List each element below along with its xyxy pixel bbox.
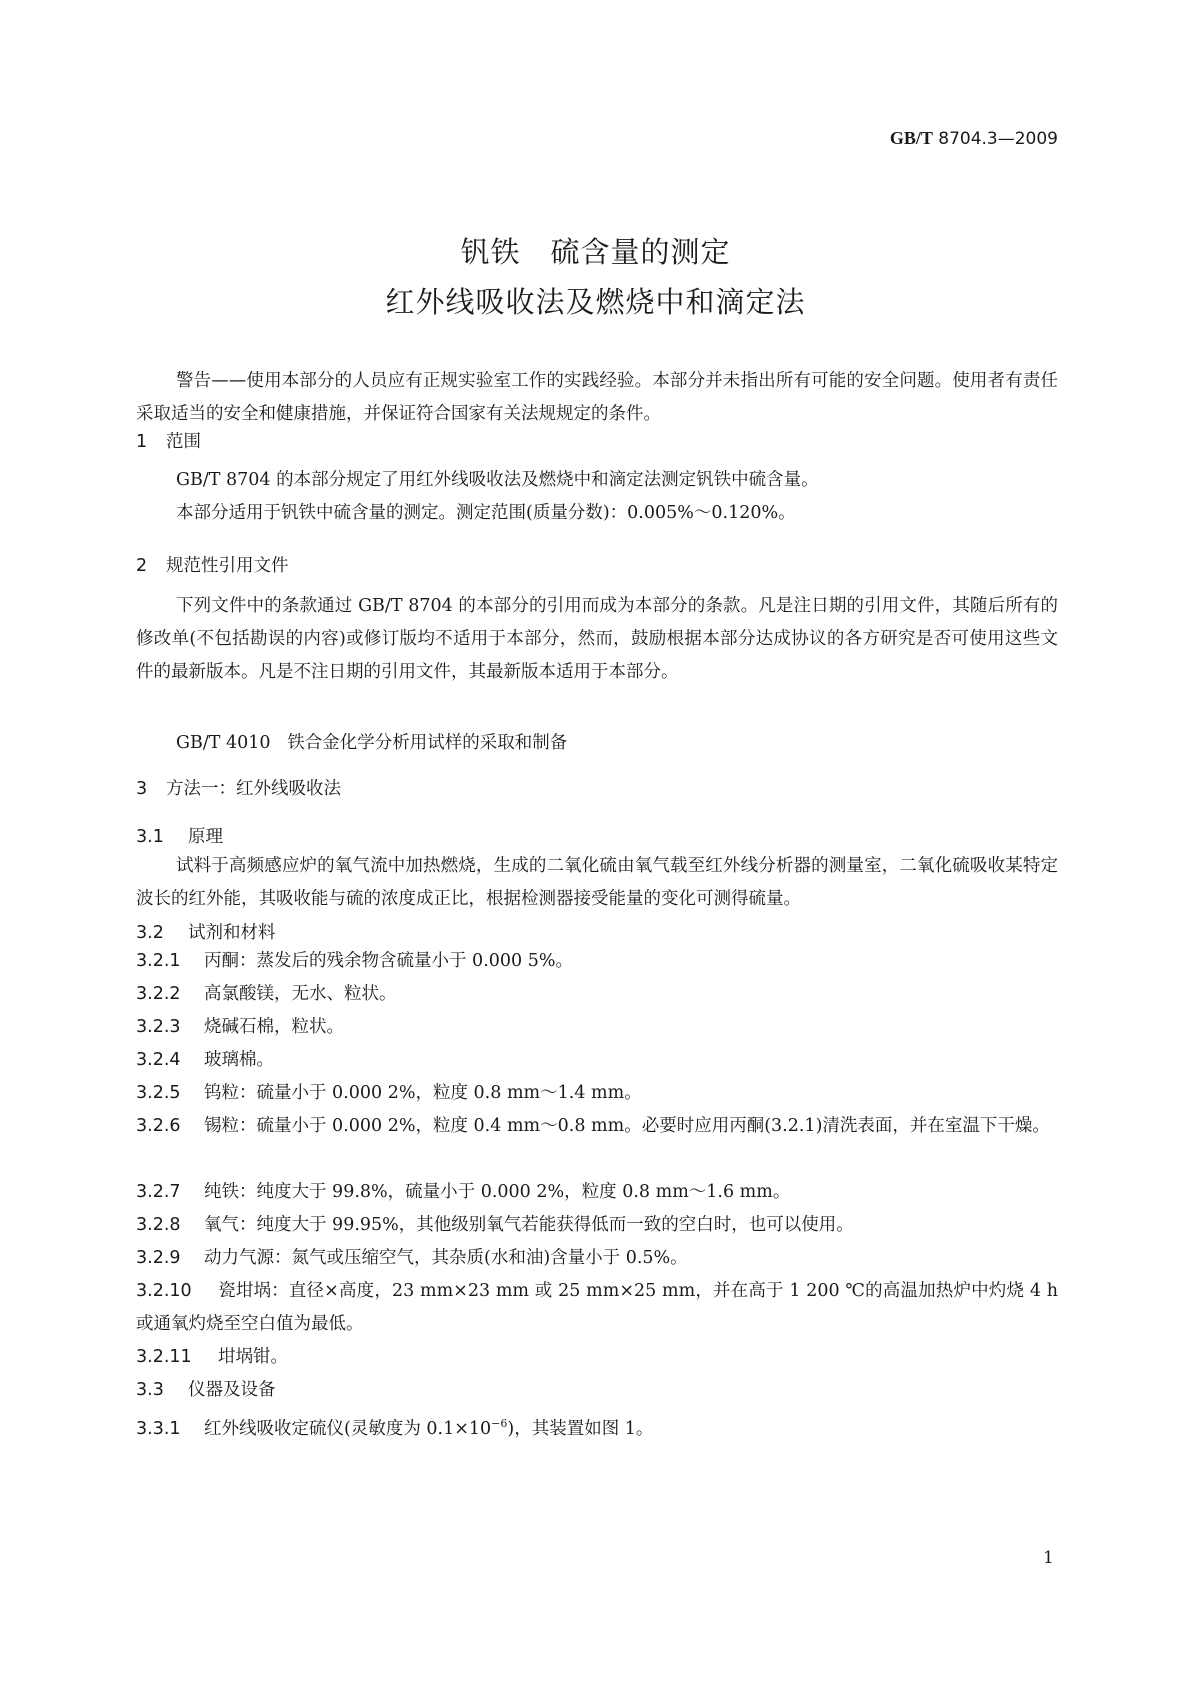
section-1-number: 1	[136, 432, 148, 452]
section-1-title: 范围	[166, 432, 201, 452]
subsection-3-1-number: 3.1	[136, 827, 164, 847]
section-3-heading	[136, 775, 341, 800]
subsection-3-3-heading	[136, 1374, 276, 1407]
subsection-3-2-heading	[136, 919, 276, 944]
item-number: 3.2.6	[136, 1116, 181, 1136]
list-item	[136, 1242, 1058, 1275]
list-item	[136, 1011, 1058, 1044]
subsection-3-1-title: 原理	[188, 827, 223, 847]
scope-paragraph-1: GB/T 8704 的本部分规定了用红外线吸收法及燃烧中和滴定法测定钒铁中硫含量。	[176, 470, 819, 490]
standard-header	[0, 128, 1058, 149]
subsection-3-2-number: 3.2	[136, 923, 164, 943]
item-number: 3.2.4	[136, 1050, 181, 1070]
item-number: 3.2.5	[136, 1083, 181, 1103]
reference-title: 铁合金化学分析用试样的采取和制备	[287, 733, 568, 753]
item-number: 3.2.3	[136, 1017, 181, 1037]
subsection-3-2-title: 试剂和材料	[188, 923, 276, 943]
section-1-heading	[136, 428, 201, 453]
item-text: 氧气：纯度大于 99.95%，其他级别氧气若能获得低而一致的空白时，也可以使用。	[204, 1215, 854, 1235]
item-text: 丙酮：蒸发后的残余物含硫量小于 0.000 5%。	[204, 951, 573, 971]
section-2-number: 2	[136, 556, 148, 576]
standard-prefix: GB/T	[889, 128, 933, 148]
item-text-after: )，其装置如图 1。	[507, 1418, 654, 1439]
item-text: 烧碱石棉，粒状。	[204, 1017, 344, 1037]
item-number: 3.2.2	[136, 984, 181, 1004]
exponent: −6	[491, 1417, 508, 1430]
section-2-heading	[136, 552, 289, 577]
subsection-3-1-heading	[136, 823, 223, 848]
item-text: 坩埚钳。	[218, 1347, 288, 1367]
reference-code: GB/T 4010	[176, 733, 271, 753]
item-text: 高氯酸镁，无水、粒状。	[204, 984, 397, 1004]
subsection-3-3-number: 3.3	[136, 1380, 164, 1400]
list-item	[136, 1176, 1058, 1209]
list-item	[136, 978, 1058, 1011]
list-item	[136, 1077, 1058, 1110]
section-3-title: 方法一：红外线吸收法	[166, 779, 341, 799]
list-item	[136, 1275, 1058, 1341]
scope-paragraph-2: 本部分适用于钒铁中硫含量的测定。测定范围(质量分数)：0.005%～0.120%。	[176, 503, 796, 523]
item-number: 3.2.8	[136, 1215, 181, 1235]
list-item	[136, 1110, 1058, 1143]
item-number: 3.3.1	[136, 1418, 181, 1439]
item-number: 3.2.11	[136, 1347, 192, 1367]
section-2-title: 规范性引用文件	[166, 556, 289, 576]
item-text: 玻璃棉。	[204, 1050, 274, 1070]
normative-references-paragraph: 下列文件中的条款通过 GB/T 8704 的本部分的引用而成为本部分的条款。凡是注日期的引用文件，其随后所有的修改单(不包括勘误的内容)或修订版均不适用于本部分，然而，鼓励根据本部分达成协议的各方研究是否可使用这些文件的最新版本。凡是不注日期的引用文件，其最新版本适用于本部分。	[136, 596, 1058, 682]
title-line-2: 红外线吸收法及燃烧中和滴定法	[385, 285, 806, 319]
page-number: 1	[1043, 1548, 1054, 1568]
item-text: 钨粒：硫量小于 0.000 2%，粒度 0.8 mm～1.4 mm。	[204, 1083, 642, 1103]
list-item	[136, 945, 1058, 978]
reference-entry	[176, 727, 567, 760]
item-text-before: 红外线吸收定硫仪(灵敏度为 0.1×10	[204, 1418, 492, 1439]
list-item	[136, 1209, 1058, 1242]
title-line-1: 钒铁 硫含量的测定	[460, 235, 731, 269]
item-number: 3.2.7	[136, 1182, 181, 1202]
list-item	[136, 1044, 1058, 1077]
item-number: 3.2.9	[136, 1248, 181, 1268]
standard-number: 8704.3—2009	[938, 129, 1058, 149]
item-text: 瓷坩埚：直径×高度，23 mm×23 mm 或 25 mm×25 mm，并在高于 1 200 ℃的高温加热炉中灼烧 4 h 或通氧灼烧至空白值为最低。	[136, 1281, 1058, 1334]
item-text: 动力气源：氮气或压缩空气，其杂质(水和油)含量小于 0.5%。	[204, 1248, 688, 1268]
item-text: 锡粒：硫量小于 0.000 2%，粒度 0.4 mm～0.8 mm。必要时应用丙酮(3.2.1)清洗表面，并在室温下干燥。	[204, 1116, 1050, 1136]
subsection-3-3-title: 仪器及设备	[188, 1380, 276, 1400]
item-number: 3.2.10	[136, 1281, 192, 1301]
list-item-3-3-1	[136, 1407, 1058, 1446]
item-text: 纯铁：纯度大于 99.8%，硫量小于 0.000 2%，粒度 0.8 mm～1.6 mm。	[204, 1182, 791, 1202]
item-number: 3.2.1	[136, 951, 181, 971]
section-3-number: 3	[136, 779, 148, 799]
list-item	[136, 1341, 1058, 1374]
warning-paragraph: 警告——使用本部分的人员应有正规实验室工作的实践经验。本部分并未指出所有可能的安全问题。使用者有责任采取适当的安全和健康措施，并保证符合国家有关法规规定的条件。	[136, 371, 1058, 424]
principle-paragraph: 试料于高频感应炉的氧气流中加热燃烧，生成的二氧化硫由氧气载至红外线分析器的测量室，二氧化硫吸收某特定波长的红外能，其吸收能与硫的浓度成正比，根据检测器接受能量的变化可测得硫量。	[136, 856, 1058, 909]
